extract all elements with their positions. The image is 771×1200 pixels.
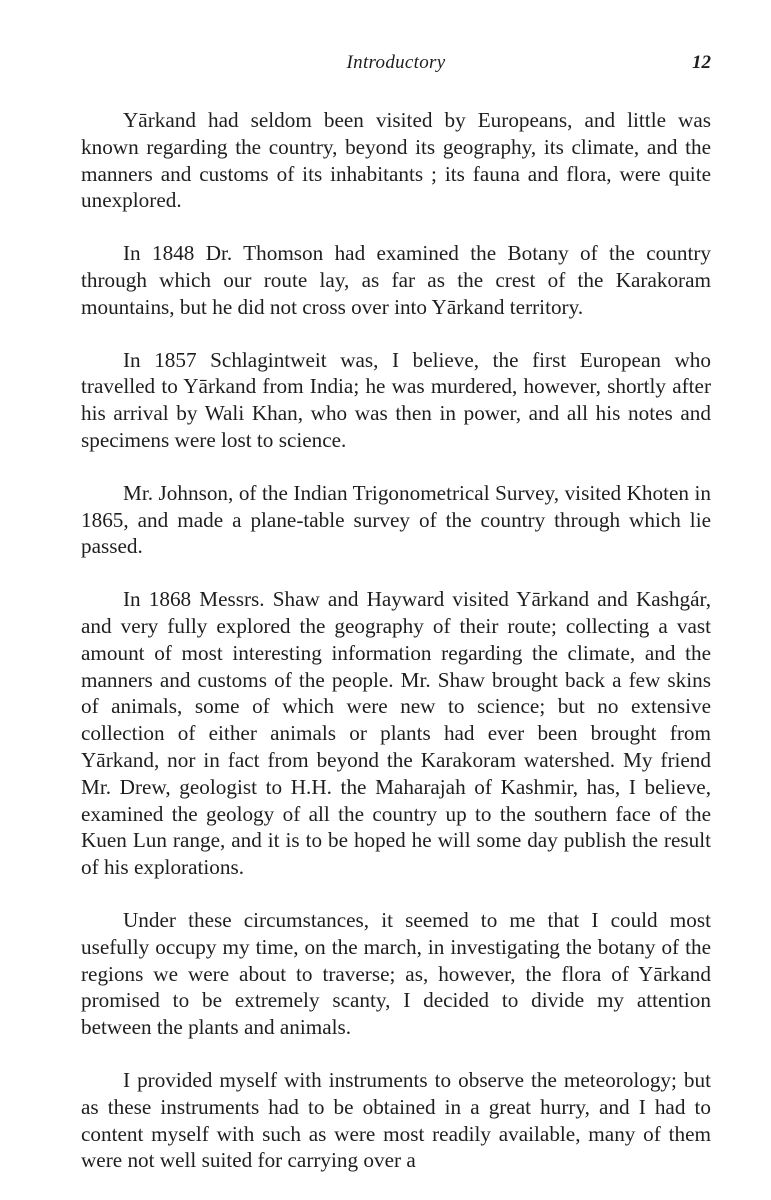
paragraph: In 1857 Schlagintweit was, I believe, the first European who travelled to Yārkand from India; he was murdered, however, shortly after his arrival by Wali Khan, who was then in power, and all his notes and specimens were lost to science.: [81, 347, 711, 452]
paragraph: Under these circumstances, it seemed to me that I could most usefully occupy my time, on the march, in investigating the botany of the regions we were about to traverse; as, however, the flora of Yārkand promised to be extremely scanty, I decided to divide my attention between the plants and animals.: [81, 907, 711, 1040]
running-title: Introductory: [346, 52, 446, 73]
paragraph: Mr. Johnson, of the Indian Trigonometrical Survey, visited Khoten in 1865, and made a plane-table survey of the country through which lie passed.: [81, 480, 711, 559]
paragraph: In 1868 Messrs. Shaw and Hayward visited Yārkand and Kashgár, and very fully explored the geography of their route; collecting a vast amount of most interesting information regarding the climate, and the manners and customs of the people. Mr. Shaw brought back a few skins of animals, some of which were new to science; but no extensive collection of either animals or plants had ever been brought from Yārkand, nor in fact from beyond the Karakoram watershed. My friend Mr. Drew, geologist to H.H. the Maharajah of Kashmir, has, I believe, examined the geology of all the country up to the southern face of the Kuen Lun range, and it is to be hoped he will some day publish the result of his explorations.: [81, 587, 711, 880]
paragraph: Yārkand had seldom been visited by Europeans, and little was known regarding the country, beyond its geography, its climate, and the manners and customs of its inhabitants ; its fauna and flora, were quite unexplored.: [81, 108, 711, 213]
running-head: [81, 52, 711, 80]
body-text: [81, 107, 711, 1174]
paragraph: In 1848 Dr. Thomson had examined the Botany of the country through which our route lay, as far as the crest of the Karakoram mountains, but he did not cross over into Yārkand territory.: [81, 241, 711, 319]
paragraph: I provided myself with instruments to observe the meteorology; but as these instruments had to be obtained in a great hurry, and I had to content myself with such as were most readily available, many of them were not well suited for carrying over a: [81, 1067, 711, 1173]
page-number: 12: [692, 52, 711, 73]
